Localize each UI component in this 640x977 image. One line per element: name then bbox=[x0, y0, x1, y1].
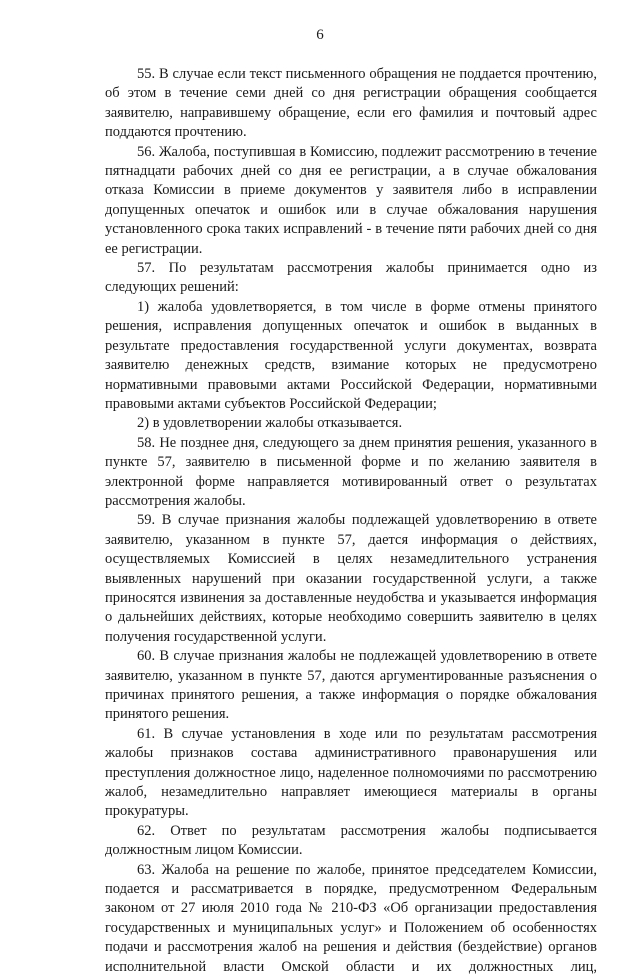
paragraph-60: 60. В случае признания жалобы не подлежащей удовлетворению в ответе заявителю, указанном в пункте 57, даются аргументированные разъяснения о причинах принятого решения, а также информация о порядке обжалования принятого решения. bbox=[105, 648, 597, 723]
paragraph-63: 63. Жалоба на решение по жалобе, принятое председателем Комиссии, подается и рассматривается в порядке, предусмотренном Федеральным законом от 27 июля 2010 года № 210-ФЗ «Об организации предоставления государственных и муниципальных услуг» и Положением об особенностях подачи и рассмотрения жалоб на решения и действия (бездействие) органов исполнительной власти Омской области и их должностных лиц, bbox=[105, 861, 597, 975]
page-number: 6 bbox=[316, 27, 324, 43]
paragraph-55: 55. В случае если текст письменного обращения не поддается прочтению, об этом в течение семи дней со дня регистрации обращения сообщается заявителю, направившему обращение, если его фамилия и почтовый адрес поддаются прочтению. bbox=[105, 66, 597, 141]
paragraph-59: 59. В случае признания жалобы подлежащей удовлетворению в ответе заявителю, указанном в пункте 57, дается информация о действиях, осуществляемых Комиссией в целях незамедлительного устранения выявленных нарушений при оказании государственной услуги, а также приносятся извинения за доставленные неудобства и указывается информация о дальнейших действиях, которые необходимо совершить заявителю в целях получения государственной услуги. bbox=[105, 512, 597, 645]
paragraph-58: 58. Не позднее дня, следующего за днем принятия решения, указанного в пункте 57, заявителю в письменной форме и по желанию заявителя в электронной форме направляется мотивированный ответ о результатах рассмотрения жалобы. bbox=[105, 434, 597, 509]
paragraph-57-item-1: 1) жалоба удовлетворяется, в том числе в форме отмены принятого решения, исправления допущенных опечаток и ошибок в выданных в результате предоставления государственной услуги документах, возврата заявителю денежных средств, взимание которых не предусмотрено нормативными правовыми актами Российской Федерации, нормативными правовыми актами субъектов Российской Федерации; bbox=[105, 298, 597, 412]
paragraph-57: 57. По результатам рассмотрения жалобы принимается одно из следующих решений: bbox=[105, 260, 597, 296]
paragraph-56: 56. Жалоба, поступившая в Комиссию, подлежит рассмотрению в течение пятнадцати рабочих дней со дня ее регистрации, а в случае обжалования отказа Комиссии в приеме документов у заявителя либо в исправлении допущенных опечаток и ошибок или в случае обжалования нарушения установленного срока таких исправлений - в течение пяти рабочих дней со дня ее регистрации. bbox=[105, 143, 597, 257]
paragraph-61: 61. В случае установления в ходе или по результатам рассмотрения жалобы признаков состава административного правонарушения или преступления должностное лицо, наделенное полномочиями по рассмотрению жалоб, незамедлительно направляет имеющиеся материалы в органы прокуратуры. bbox=[105, 725, 597, 820]
paragraph-57-item-2: 2) в удовлетворении жалобы отказывается. bbox=[137, 415, 403, 432]
paragraph-62: 62. Ответ по результатам рассмотрения жалобы подписывается должностным лицом Комиссии. bbox=[105, 822, 597, 859]
document-body bbox=[105, 65, 597, 977]
